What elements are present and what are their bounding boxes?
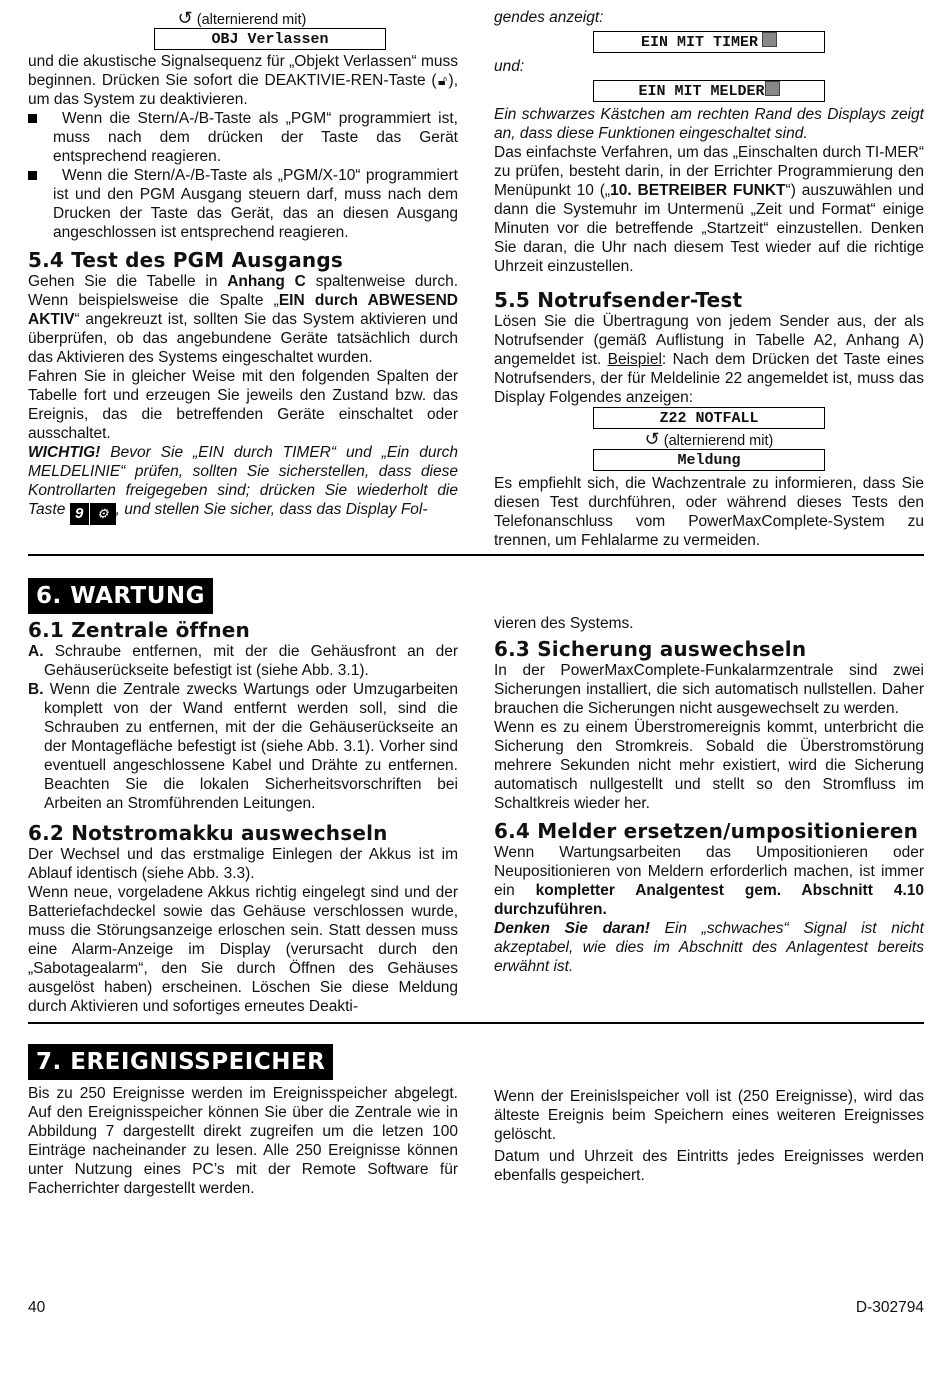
paragraph: Bis zu 250 Ereignisse werden im Ereignisspeicher abgelegt. Auf den Ereignisspeicher können Sie über die Zentrale wie in Abbildung 7 dargestellt direkt zugreifen um die letzen 100 Einträge nacheinander zu lesen. Alle 250 Ereignisse können unter Nutzung eines PC’s mit der Remote Software für Facherrichter dargestellt werden. <box>28 1085 458 1197</box>
left-column-top <box>28 8 458 525</box>
bullet-item: Wenn die Stern/A-/B-Taste als „PGM“ programmiert ist, muss nach dem drücken der Taste das Gerät entsprechend reagieren. <box>28 109 458 166</box>
black-square-icon <box>762 32 777 47</box>
heading-6-4: 6.4 Melder ersetzen/umpositionieren <box>494 819 919 843</box>
paragraph: Ein schwarzes Kästchen am rechten Rand des Displays zeigt an, dass diese Funktionen eingeschaltet sind. <box>494 106 924 142</box>
paragraph: In der PowerMaxComplete-Funkalarmzentrale sind zwei Sicherungen installiert, die sich automatisch nullstellen. Daher brauchen die Sicherungen nicht ausgewechselt zu werden. <box>494 662 924 717</box>
key-symbol-icon: ⚙ <box>90 503 116 525</box>
key-9-button-icon: 9 <box>70 503 89 525</box>
section-banner-ereignisspeicher: 7. EREIGNISSPEICHER <box>28 1044 333 1080</box>
paragraph: Wenn der Ereinislspeicher voll ist (250 Ereignisse), wird das älteste Ereignis beim Speichern eines weiteren Ereignisses gelöscht. <box>494 1088 924 1143</box>
heading-6-2: 6.2 Notstromakku auswechseln <box>28 821 388 845</box>
alternating-note: ↺ (alternierend mit) <box>644 429 774 449</box>
section-divider <box>28 1022 924 1024</box>
heading-6-3: 6.3 Sicherung auswechseln <box>494 637 807 661</box>
black-square-icon <box>765 81 780 96</box>
paragraph: vieren des Systems. <box>494 615 634 632</box>
heading-5-4: 5.4 Test des PGM Ausgangs <box>28 248 343 272</box>
paragraph: und: <box>494 58 525 75</box>
paragraph: Es empfiehlt sich, die Wachzentrale zu informieren, dass Sie diesen Test durchführen, oder während dieses Tests den Telefonanschluss vom PowerMaxComplete-System zu trennen, um Fehlalarme zu vermeiden. <box>494 475 924 549</box>
unlock-icon: 🔓︎ <box>436 72 449 88</box>
display-obj-verlassen: OBJ Verlassen <box>154 28 386 50</box>
paragraph: Wenn Wartungsarbeiten das Umpositionieren oder Neupositionieren von Meldern erforderlich machen, ist immer ein kompletter Analgentest gem. Abschnitt 4.10 durchzuführen. <box>494 844 924 918</box>
square-bullet-icon <box>28 114 37 123</box>
alternating-note: ↺ (alternierend mit) <box>177 8 307 28</box>
paragraph: Der Wechsel und das erstmalige Einlegen der Akkus ist im Ablauf identisch (siehe Abb. 3.3). <box>28 846 458 882</box>
paragraph: Denken Sie daran! Ein „schwaches“ Signal ist nicht akzeptabel, wie dies im Abschnitt des Anlagentest bereits erwähnt ist. <box>494 920 924 975</box>
list-item: A. Schraube entfernen, mit der die Gehäusfront an der Gehäuserückseite befestigt ist (siehe Abb. 3.1). <box>28 643 459 679</box>
left-column-section-7 <box>28 1084 458 1198</box>
paragraph: Fahren Sie in gleicher Weise mit den folgenden Spalten der Tabelle fort und erzeugen Sie jeweils den Zustand bzw. das Ereignis, das die betreffenden Geräte einschaltet oder ausschaltet. <box>28 368 458 442</box>
heading-6-1: 6.1 Zentrale öffnen <box>28 618 250 642</box>
paragraph: Lösen Sie die Übertragung von jedem Sender aus, der als Notrufsender (gemäß Auflistung in Tabelle A2, Anhang A) angemeldet ist. Beispiel: Nach dem Drücken det Taste eines Notrufsenders, der für Meldelinie 22 angemeldet ist, muss das Display Folgendes anzeigen: <box>494 313 924 406</box>
heading-5-5: 5.5 Notrufsender-Test <box>494 288 743 312</box>
paragraph: und die akustische Signalsequenz für „Objekt Verlassen“ muss beginnen. Drücken Sie sofort die DEAKTIVIE-REN-Taste (🔓︎), um das System zu deaktivieren. <box>28 53 458 108</box>
paragraph: Das einfachste Verfahren, um das „Einschalten durch TI-MER“ zu prüfen, besteht darin, in der Errichter Programmierung den Menüpunkt 10 („10. BETREIBER FUNKT“) auszuwählen und dann die Systemuhr im Untermenü „Zeit und Format“ einige Minuten vor die betreffende „Startzeit“ einzustellen. Denken Sie daran, die Uhr nach diesem Test wieder auf die richtige Uhrzeit einzustellen. <box>494 144 925 275</box>
paragraph: Wenn es zu einem Überstromereignis kommt, unterbricht die Sicherung den Stromkreis. Sobald die Überstromstörung mehrere Sekunden nicht mehr existiert, wird die Sicherung automatisch nullgestellt und stellt so den Stromfluss im Schaltkreis wieder her. <box>494 719 924 812</box>
right-column-top <box>494 8 924 550</box>
paragraph: Wenn neue, vorgeladene Akkus richtig eingelegt sind und der Batteriefachdeckel sowie das Gehäuse verschlossen wurde, muss die Störungsanzeige erloschen sein. Statt dessen muss eine Alarm-Anzeige im Display (verursacht durch den „Sabotagealarm“, den Sie durch Öffnen des Gehäuses ausgelöst haben) erscheinen. Löschen Sie diese Meldung durch Aktivieren und sofortiges erneutes Deakti- <box>28 884 458 1015</box>
paragraph: WICHTIG! Bevor Sie „EIN durch TIMER“ und „Ein durch MELDELINIE“ prüfen, sollten Sie sicherstellen, dass diese Kontrollarten freigegeben sind; drücken Sie wiederholt die Taste 9 ⚙ , und stellen Sie sicher, dass das Display Fol- <box>28 443 458 525</box>
paragraph: gendes anzeigt: <box>494 9 604 26</box>
section-banner-wartung: 6. WARTUNG <box>28 578 213 614</box>
page-number: 40 <box>28 1299 46 1316</box>
display-ein-mit-timer: EIN MIT TIMER <box>593 31 825 53</box>
right-column-section-7 <box>494 1087 924 1185</box>
paragraph: Gehen Sie die Tabelle in Anhang C spaltenweise durch. Wenn beispielsweise die Spalte „EIN durch ABWESEND AKTIV“ angekreuzt ist, sollten Sie das System aktivieren und überprüfen, ob das angebundene Geräte tatsächlich durch das Aktivieren des Systems eingeschaltet wurden. <box>28 273 459 366</box>
document-id: D-302794 <box>855 1299 924 1316</box>
display-z22-notfall: Z22 NOTFALL <box>593 407 825 429</box>
section-divider <box>28 554 924 556</box>
display-ein-mit-melder: EIN MIT MELDER <box>593 80 825 102</box>
left-column-section-6 <box>28 618 458 1016</box>
display-meldung: Meldung <box>593 449 825 471</box>
square-bullet-icon <box>28 171 37 180</box>
alternating-arrow-icon: ↺ <box>177 8 193 28</box>
alternating-arrow-icon: ↺ <box>644 429 660 449</box>
right-column-section-6 <box>494 614 924 976</box>
list-item: B. Wenn die Zentrale zwecks Wartungs oder Umzugarbeiten komplett von der Wand entfernt werden soll, sind die Schrauben zu entfernen, mit der die Gehäuserückseite an der Montagefläche befestigt ist (siehe Abb. 3.1). Vorher sind eventuell angeschlossene Kabel und Drähte zu entfernen. Beachten Sie die lokalen Sicherheitsvorschriften bei Arbeiten an Stromführenden Leitungen. <box>28 681 458 812</box>
paragraph: Datum und Uhrzeit des Eintritts jedes Ereignisses werden ebenfalls gespeichert. <box>494 1148 924 1184</box>
bullet-item: Wenn die Stern/A-/B-Taste als „PGM/X-10“ programmiert ist und den PGM Ausgang steuern darf, muss nach dem Drucken der Taste das Gerät, das an diesen Ausgang angeschlossen ist entsprechend reagieren. <box>28 166 458 242</box>
